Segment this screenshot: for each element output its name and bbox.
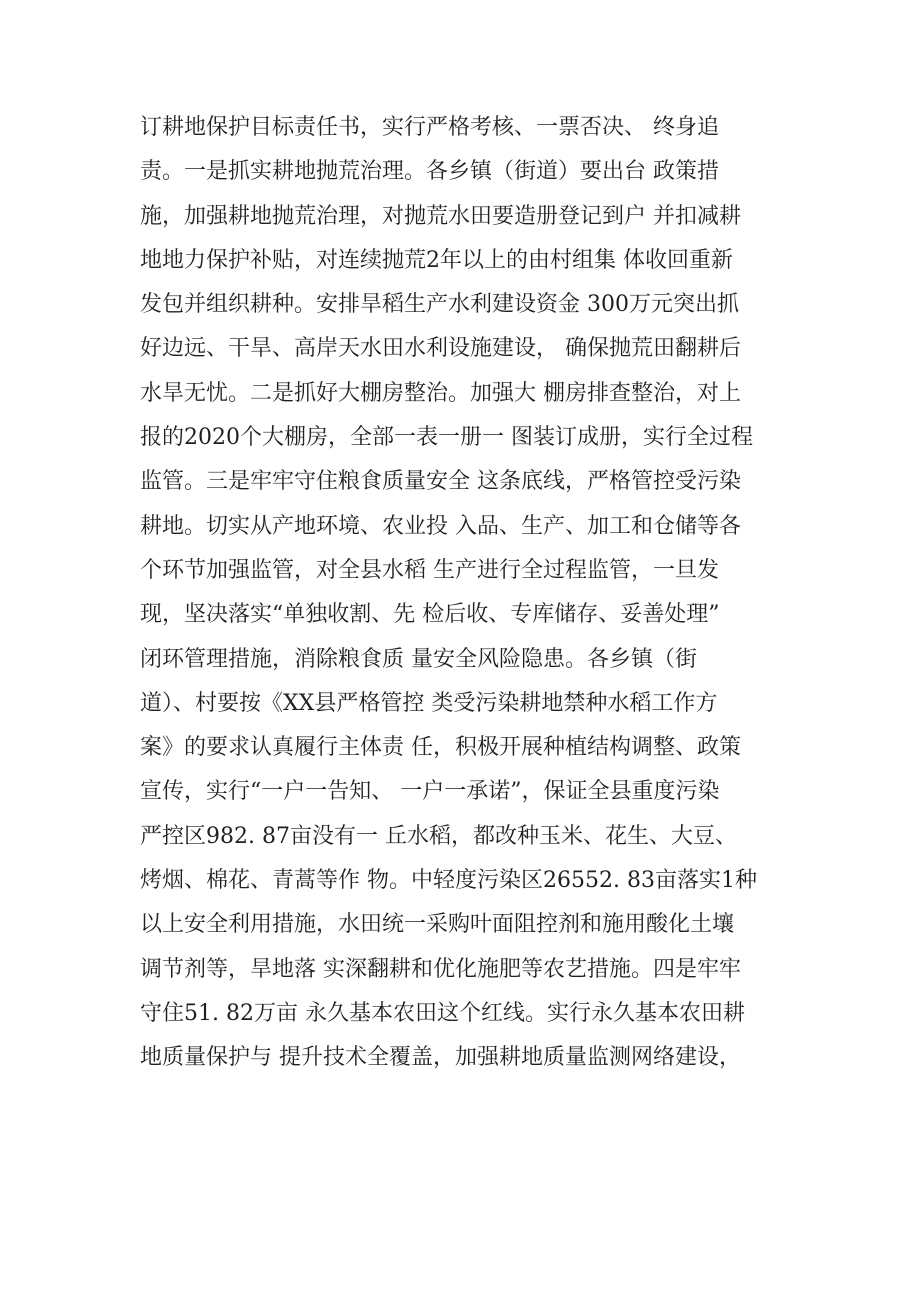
text-line: 地地力保护补贴，对连续抛荒2年以上的由村组集 体收回重新 xyxy=(140,247,733,273)
text-line: 监管。三是牢牢守住粮食质量安全 这条底线，严格管控受污染 xyxy=(140,469,741,495)
text-line: 地质量保护与 提升技术全覆盖，加强耕地质量监测网络建设， xyxy=(140,1045,741,1071)
text-line: 烤烟、棉花、青蒿等作 物。中轻度污染区26552. 83亩落实1种 xyxy=(140,868,757,894)
text-line: 个环节加强监管，对全县水稻 生产进行全过程监管，一旦发 xyxy=(140,557,719,583)
text-line: 施，加强耕地抛荒治理，对抛荒水田要造册登记到户 并扣减耕 xyxy=(140,203,741,229)
text-line: 调节剂等，旱地落 实深翻耕和优化施肥等农艺措施。四是牢牢 xyxy=(140,956,741,982)
text-line: 耕地。切实从产地环境、农业投 入品、生产、加工和仓储等各 xyxy=(140,513,741,539)
text-line: 好边远、干旱、高岸天水田水利设施建设， 确保抛荒田翻耕后 xyxy=(140,336,741,362)
text-line: 宣传，实行“一户一告知、 一户一承诺”，保证全县重度污染 xyxy=(140,779,720,805)
text-line: 发包并组织耕种。安排旱稻生产水利建设资金 300万元突出抓 xyxy=(140,292,739,318)
text-line: 闭环管理措施，消除粮食质 量安全风险隐患。各乡镇（街 xyxy=(140,646,697,672)
text-line: 严控区982. 87亩没有一 丘水稻，都改种玉米、花生、大豆、 xyxy=(140,823,737,849)
text-line: 以上安全利用措施，水田统一采购叶面阻控剂和施用酸化土壤 xyxy=(140,912,735,938)
text-line: 订耕地保护目标责任书，实行严格考核、一票否决、 终身追 xyxy=(140,115,719,140)
text-line: 道）、村要按《XX县严格管控 类受污染耕地禁种水稻工作方 xyxy=(140,690,718,716)
text-line: 守住51. 82万亩 永久基本农田这个红线。实行永久基本农田耕 xyxy=(140,1000,745,1026)
text-line: 水旱无忧。二是抓好大棚房整治。加强大 棚房排查整治，对上 xyxy=(140,380,741,406)
text-line: 案》的要求认真履行主体责 任，积极开展种植结构调整、政策 xyxy=(140,735,741,761)
body-text xyxy=(140,106,800,1081)
text-line: 责。一是抓实耕地抛荒治理。各乡镇（街道）要出台 政策措 xyxy=(140,159,719,185)
text-line: 报的2020个大棚房，全部一表一册一 图装订成册，实行全过程 xyxy=(140,425,753,451)
text-line: 现，坚决落实“单独收割、先 检后收、专库储存、妥善处理” xyxy=(140,602,720,628)
